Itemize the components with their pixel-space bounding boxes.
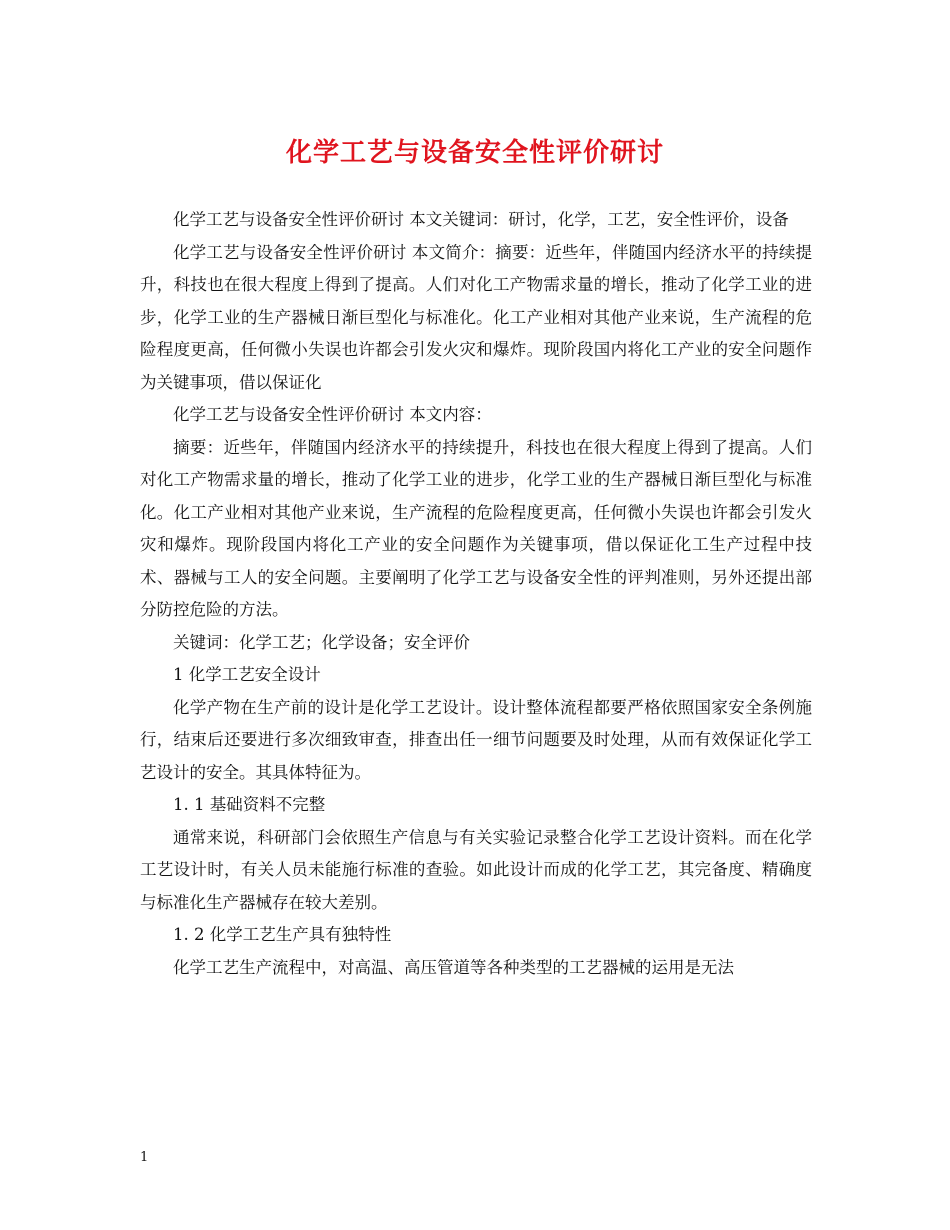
paragraph-content-heading: 化学工艺与设备安全性评价研讨 本文内容： bbox=[173, 405, 492, 424]
document-title: 化学工艺与设备安全性评价研讨 bbox=[285, 138, 664, 168]
paragraph-section-1-1: 通常来说，科研部门会依照生产信息与有关实验记录整合化学工艺设计资料。而在化学工艺设计时，有关人员未能施行标准的查验。如此设计而成的化学工艺，其完备度、精确度与标准化生产器械存在较大差别。 bbox=[140, 827, 812, 912]
paragraph-section-1-2: 化学工艺生产流程中，对高温、高压管道等各种类型的工艺器械的运用是无法 bbox=[173, 957, 734, 977]
section-heading-1-1: 1. 1 基础资料不完整 bbox=[173, 795, 326, 814]
section-heading-1: 1 化学工艺安全设计 bbox=[173, 665, 321, 684]
paragraph-section-1: 化学产物在生产前的设计是化学工艺设计。设计整体流程都要严格依照国家安全条例施行，结束后还要进行多次细致审查，排查出任一细节问题要及时处理，从而有效保证化学工艺设计的安全。其具体特征为。 bbox=[140, 697, 812, 782]
section-heading-1-2: 1. 2 化学工艺生产具有独特性 bbox=[173, 925, 392, 944]
paragraph-keywords-intro: 化学工艺与设备安全性评价研讨 本文关键词：研讨，化学，工艺，安全性评价，设备 bbox=[173, 210, 789, 229]
page-number: 1 bbox=[140, 1150, 149, 1165]
paragraph-keywords: 关键词：化学工艺；化学设备；安全评价 bbox=[173, 632, 470, 652]
document-body bbox=[140, 204, 812, 984]
paragraph-abstract: 摘要：近些年，伴随国内经济水平的持续提升，科技也在很大程度上得到了提高。人们对化工产物需求量的增长，推动了化学工业的进步，化学工业的生产器械日渐巨型化与标准化。化工产业相对其他产业来说，生产流程的危险程度更高，任何微小失误也许都会引发火灾和爆炸。现阶段国内将化工产业的安全问题作为关键事项，借以保证化工生产过程中技术、器械与工人的安全问题。主要阐明了化学工艺与设备安全性的评判准则，另外还提出部分防控危险的方法。 bbox=[140, 437, 812, 619]
paragraph-summary-intro: 化学工艺与设备安全性评价研讨 本文简介：摘要：近些年，伴随国内经济水平的持续提升，科技也在很大程度上得到了提高。人们对化工产物需求量的增长，推动了化学工业的进步，化学工业的生产器械日渐巨型化与标准化。化工产业相对其他产业来说，生产流程的危险程度更高，任何微小失误也许都会引发火灾和爆炸。现阶段国内将化工产业的安全问题作为关键事项，借以保证化 bbox=[140, 242, 812, 392]
